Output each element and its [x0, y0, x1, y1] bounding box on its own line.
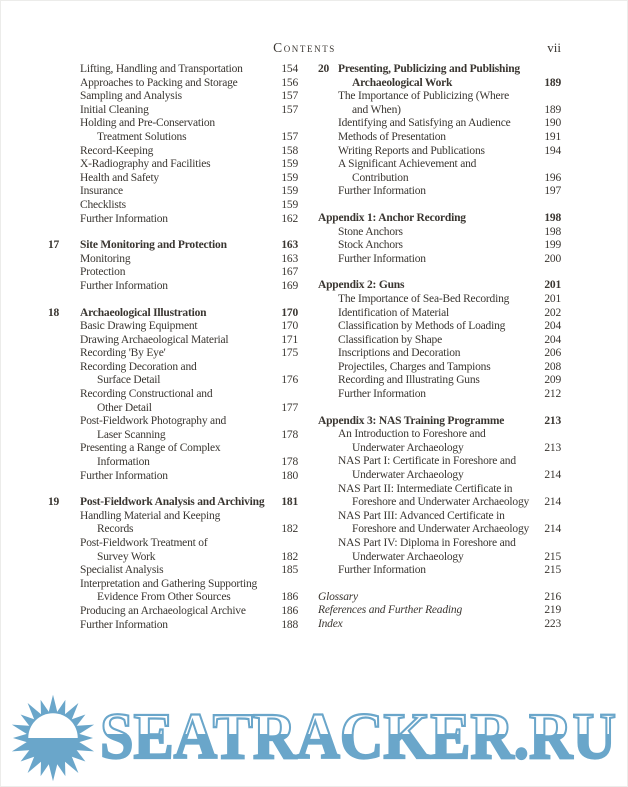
page-number: 159: [277, 185, 298, 199]
toc-chapter-row: [318, 63, 561, 90]
entry-title-line: Recording 'By Eye': [80, 347, 166, 360]
toc-row: [318, 212, 561, 226]
entry-title: [48, 320, 298, 334]
toc-row: [48, 145, 298, 159]
entry-title: [48, 266, 298, 280]
entry-title: [318, 307, 561, 321]
page-number: 189: [540, 77, 561, 91]
entry-title: [318, 253, 561, 267]
page-number: 188: [277, 619, 298, 633]
page-number: 169: [277, 280, 298, 294]
toc-left-column: [48, 63, 298, 632]
sun-over-water-icon: [8, 690, 98, 786]
entry-title-line: Stone Anchors: [338, 225, 403, 238]
toc-row: [48, 213, 298, 227]
toc-row: [48, 320, 298, 334]
watermark-text: [98, 700, 622, 780]
entry-title: [318, 90, 561, 117]
entry-title-line: Further Information: [80, 469, 168, 482]
entry-title: [318, 510, 561, 537]
entry-title-line: Contribution: [352, 171, 409, 184]
toc-row: [48, 361, 298, 388]
page-number: 204: [540, 334, 561, 348]
page-number: 170: [277, 307, 298, 321]
page-number: 185: [277, 564, 298, 578]
toc-row: [318, 388, 561, 402]
entry-title-line: Identification of Material: [338, 306, 450, 319]
entry-title-line: Underwater Archaeology: [352, 550, 464, 563]
entry-title-line: Post-Fieldwork Photography and: [80, 415, 227, 428]
toc-row: [318, 510, 561, 537]
page-number: 182: [277, 523, 298, 537]
entry-title: [48, 172, 298, 186]
chapter-number: 17: [48, 239, 60, 252]
entry-title: [48, 619, 298, 633]
entry-title: [318, 334, 561, 348]
entry-title-line: Methods of Presentation: [338, 130, 446, 143]
entry-title: [48, 537, 298, 564]
toc-row: [48, 172, 298, 186]
page-number: 159: [277, 199, 298, 213]
sun-ray: [48, 695, 58, 715]
page-number: 170: [277, 320, 298, 334]
toc-row: [318, 361, 561, 375]
page-number: 194: [540, 145, 561, 159]
entry-title-line: Further Information: [80, 279, 168, 292]
entry-title-line: Underwater Archaeology: [352, 469, 464, 482]
entry-title-line: Survey Work: [97, 550, 156, 563]
page-number: 190: [540, 117, 561, 131]
toc-row: [48, 117, 298, 144]
entry-title-line: Appendix 2: Guns: [318, 279, 405, 292]
entry-title-line: NAS Part I: Certificate in Foreshore and: [338, 455, 516, 468]
page-number: 201: [540, 279, 561, 293]
entry-title: [48, 347, 298, 361]
entry-title: [318, 279, 561, 293]
toc-right-column: [318, 63, 561, 632]
entry-title: [48, 470, 298, 484]
entry-title-line: Inscriptions and Decoration: [338, 347, 461, 360]
entry-title-line: Archaeological Illustration: [80, 306, 207, 319]
page-number: 219: [540, 604, 561, 618]
watermark: [0, 688, 628, 787]
toc-row: [318, 374, 561, 388]
entry-title-line: An Introduction to Foreshore and: [338, 428, 486, 441]
entry-title: [48, 63, 298, 77]
page-number: 212: [540, 388, 561, 402]
sun-ray: [48, 761, 58, 781]
entry-title: [48, 104, 298, 118]
toc-row: [318, 253, 561, 267]
entry-title: [318, 591, 561, 605]
toc-row: [48, 266, 298, 280]
entry-title: [318, 145, 561, 159]
toc-row: [48, 442, 298, 469]
entry-title: [318, 63, 561, 90]
entry-title-line: Index: [318, 617, 343, 630]
entry-title-line: Stock Anchors: [338, 239, 403, 252]
entry-title: [318, 483, 561, 510]
toc-row: [48, 334, 298, 348]
entry-title: [48, 334, 298, 348]
page-number: 154: [277, 63, 298, 77]
entry-title-line: The Importance of Sea-Bed Recording: [338, 292, 510, 305]
toc-row: [318, 293, 561, 307]
entry-title-line: Holding and Pre-Conservation: [80, 117, 215, 130]
entry-title: [318, 564, 561, 578]
page-number: 198: [540, 212, 561, 226]
page-number: 214: [540, 523, 561, 537]
entry-title-line: and When): [352, 103, 401, 116]
entry-title-line: Information: [97, 456, 150, 469]
entry-title-line: The Importance of Publicizing (Where: [338, 90, 509, 103]
entry-title: [318, 361, 561, 375]
entry-title: [48, 388, 298, 415]
page-number: 163: [277, 239, 298, 253]
chapter-number: 20: [318, 63, 330, 75]
page-number: 198: [540, 226, 561, 240]
entry-title-line: Treatment Solutions: [97, 130, 187, 143]
toc-row: [48, 90, 298, 104]
toc-row: [318, 90, 561, 117]
entry-title: [48, 578, 298, 605]
toc-row: [318, 226, 561, 240]
page-number: 186: [277, 605, 298, 619]
toc-row: [318, 483, 561, 510]
toc-row: [318, 428, 561, 455]
toc-row: [48, 510, 298, 537]
page-number: 186: [277, 591, 298, 605]
entry-title-line: Projectiles, Charges and Tampions: [338, 360, 491, 373]
page-number: 189: [540, 104, 561, 118]
toc-row: [48, 470, 298, 484]
entry-title-line: Site Monitoring and Protection: [80, 239, 227, 252]
entry-title-line: Presenting, Publicizing and Publishing: [338, 63, 520, 75]
entry-title-line: NAS Part III: Advanced Certificate in: [338, 509, 505, 522]
sun-ray: [13, 733, 30, 743]
page-number: 206: [540, 347, 561, 361]
entry-title-line: Further Information: [80, 618, 168, 631]
sun-ray: [76, 733, 93, 743]
entry-title-line: NAS Part II: Intermediate Certificate in: [338, 482, 513, 495]
entry-title: [48, 361, 298, 388]
entry-title: [318, 185, 561, 199]
entry-title-line: Writing Reports and Publications: [338, 144, 485, 157]
entry-title: [48, 90, 298, 104]
page-number: 157: [277, 104, 298, 118]
page-number: 215: [540, 564, 561, 578]
entry-title-line: Foreshore and Underwater Archaeology: [352, 496, 530, 509]
page-number: 158: [277, 145, 298, 159]
page-number: 159: [277, 172, 298, 186]
entry-title-line: Sampling and Analysis: [80, 90, 182, 103]
entry-title: [48, 280, 298, 294]
entry-title-line: Appendix 1: Anchor Recording: [318, 211, 466, 224]
toc-chapter-row: [48, 307, 298, 321]
toc-row: [48, 104, 298, 118]
entry-title-line: Further Information: [338, 564, 426, 577]
entry-title-line: NAS Part IV: Diploma in Foreshore and: [338, 537, 516, 549]
entry-title-line: Post-Fieldwork Analysis and Archiving: [80, 496, 265, 509]
entry-title: [48, 213, 298, 227]
entry-title: [318, 293, 561, 307]
page-number: 202: [540, 307, 561, 321]
entry-title-line: Lifting, Handling and Transportation: [80, 63, 243, 75]
entry-title: [318, 239, 561, 253]
entry-title-line: X-Radiography and Facilities: [80, 158, 211, 171]
entry-title: [48, 496, 298, 510]
page-number: 191: [540, 131, 561, 145]
folio-page-number: vii: [547, 40, 561, 55]
entry-title: [318, 117, 561, 131]
toc-row: [318, 279, 561, 293]
toc-row: [48, 158, 298, 172]
toc-row: [48, 63, 298, 77]
toc-row: [318, 537, 561, 564]
entry-title: [318, 226, 561, 240]
entry-title: [318, 415, 561, 429]
toc-row: [48, 347, 298, 361]
entry-title: [48, 77, 298, 91]
entry-title: [318, 158, 561, 185]
page-number: 178: [277, 456, 298, 470]
entry-title-line: Monitoring: [80, 252, 131, 265]
page-number: 182: [277, 551, 298, 565]
toc-row: [318, 334, 561, 348]
page-number: 223: [540, 618, 561, 632]
entry-title-line: Records: [97, 523, 134, 536]
page-number: 213: [540, 442, 561, 456]
entry-title-line: Appendix 3: NAS Training Programme: [318, 414, 505, 427]
toc-row: [48, 199, 298, 213]
toc-row: [48, 537, 298, 564]
toc-row: [48, 280, 298, 294]
chapter-number: 19: [48, 496, 60, 509]
page-number: 199: [540, 239, 561, 253]
entry-title-line: Checklists: [80, 198, 126, 211]
page-number: 209: [540, 374, 561, 388]
entry-title: [318, 388, 561, 402]
entry-title-line: Recording Constructional and: [80, 388, 213, 401]
toc-row: [318, 604, 561, 618]
entry-title-line: Laser Scanning: [97, 428, 166, 441]
toc-row: [318, 131, 561, 145]
page-number: 196: [540, 172, 561, 186]
entry-title-line: Insurance: [80, 185, 123, 198]
entry-title-line: Presenting a Range of Complex: [80, 442, 221, 455]
entry-title-line: A Significant Achievement and: [338, 158, 477, 171]
page-title: Contents: [273, 40, 336, 55]
toc-row: [48, 77, 298, 91]
entry-title: [48, 564, 298, 578]
page-number: 200: [540, 253, 561, 267]
page-number: 157: [277, 131, 298, 145]
toc-row: [318, 185, 561, 199]
toc-row: [318, 239, 561, 253]
toc-row: [48, 415, 298, 442]
entry-title-line: Evidence From Other Sources: [97, 591, 231, 604]
toc-row: [48, 388, 298, 415]
entry-title-line: Interpretation and Gathering Supporting: [80, 577, 258, 590]
entry-title-line: Post-Fieldwork Treatment of: [80, 537, 208, 549]
page-number: 177: [277, 402, 298, 416]
entry-title: [48, 145, 298, 159]
entry-title: [318, 455, 561, 482]
toc-row: [318, 415, 561, 429]
entry-title-line: Specialist Analysis: [80, 564, 164, 577]
entry-title-line: Further Information: [338, 252, 426, 265]
entry-title-line: Initial Cleaning: [80, 103, 149, 116]
page-number: 180: [277, 470, 298, 484]
entry-title: [48, 185, 298, 199]
toc-row: [318, 455, 561, 482]
page-number: 156: [277, 77, 298, 91]
toc-row: [318, 564, 561, 578]
page-number: 163: [277, 253, 298, 267]
page-number: 216: [540, 591, 561, 605]
entry-title-line: Archaeological Work: [352, 76, 453, 89]
entry-title-line: Producing an Archaeological Archive: [80, 604, 246, 617]
entry-title: [48, 307, 298, 321]
entry-title-line: Recording Decoration and: [80, 360, 197, 373]
toc-row: [48, 619, 298, 633]
entry-title: [48, 605, 298, 619]
page-number: 181: [277, 496, 298, 510]
entry-title-line: Classification by Shape: [338, 333, 442, 346]
entry-title: [48, 239, 298, 253]
toc-chapter-row: [48, 496, 298, 510]
entry-title: [318, 320, 561, 334]
page-number: 197: [540, 185, 561, 199]
page-number: 215: [540, 551, 561, 565]
toc-row: [318, 158, 561, 185]
page-number: 157: [277, 90, 298, 104]
entry-title: [48, 442, 298, 469]
entry-title-line: Classification by Methods of Loading: [338, 320, 506, 333]
entry-title: [318, 428, 561, 455]
page-number: 214: [540, 496, 561, 510]
entry-title: [318, 347, 561, 361]
entry-title: [48, 117, 298, 144]
entry-title: [318, 131, 561, 145]
toc-chapter-row: [48, 239, 298, 253]
entry-title-line: Foreshore and Underwater Archaeology: [352, 523, 530, 536]
entry-title-line: Health and Safety: [80, 171, 159, 184]
chapter-number: 18: [48, 306, 60, 319]
entry-title: [318, 604, 561, 618]
watermark-text-glyphs: SEATRACKER.RU: [100, 700, 616, 773]
page-number: 175: [277, 347, 298, 361]
page-number: 162: [277, 213, 298, 227]
entry-title-line: Further Information: [338, 185, 426, 198]
page-number: 214: [540, 469, 561, 483]
toc-row: [48, 578, 298, 605]
toc-row: [318, 145, 561, 159]
page-number: 213: [540, 415, 561, 429]
entry-title-line: Further Information: [80, 212, 168, 225]
page-number: 204: [540, 320, 561, 334]
entry-title-line: Protection: [80, 266, 126, 279]
entry-title-line: Basic Drawing Equipment: [80, 320, 198, 333]
toc-row: [318, 591, 561, 605]
page-number: 167: [277, 266, 298, 280]
entry-title: [48, 510, 298, 537]
entry-title: [318, 374, 561, 388]
toc-row: [48, 253, 298, 267]
entry-title-line: Approaches to Packing and Storage: [80, 76, 238, 89]
entry-title-line: References and Further Reading: [318, 604, 462, 617]
toc-row: [318, 117, 561, 131]
page-number: 171: [277, 334, 298, 348]
entry-title: [48, 253, 298, 267]
entry-title: [318, 537, 561, 564]
entry-title: [318, 212, 561, 226]
toc-row: [318, 307, 561, 321]
page-number: 178: [277, 429, 298, 443]
page-number: 208: [540, 361, 561, 375]
entry-title-line: Recording and Illustrating Guns: [338, 374, 480, 387]
page-number: 176: [277, 374, 298, 388]
entry-title-line: Drawing Archaeological Material: [80, 333, 229, 346]
entry-title-line: Glossary: [318, 590, 358, 603]
entry-title-line: Further Information: [338, 388, 426, 401]
entry-title-line: Identifying and Satisfying an Audience: [338, 117, 511, 130]
page-number: 159: [277, 158, 298, 172]
toc-row: [318, 320, 561, 334]
entry-title: [48, 415, 298, 442]
entry-title: [48, 158, 298, 172]
toc-row: [318, 347, 561, 361]
entry-title-line: Handling Material and Keeping: [80, 509, 221, 522]
toc-row: [48, 185, 298, 199]
toc-row: [48, 605, 298, 619]
entry-title-line: Other Detail: [97, 401, 152, 414]
toc-row: [318, 618, 561, 632]
entry-title-line: Underwater Archaeology: [352, 441, 464, 454]
page-number: 201: [540, 293, 561, 307]
entry-title: [48, 199, 298, 213]
entry-title-line: Surface Detail: [97, 374, 161, 387]
entry-title-line: Record-Keeping: [80, 144, 154, 157]
entry-title: [318, 618, 561, 632]
toc-row: [48, 564, 298, 578]
